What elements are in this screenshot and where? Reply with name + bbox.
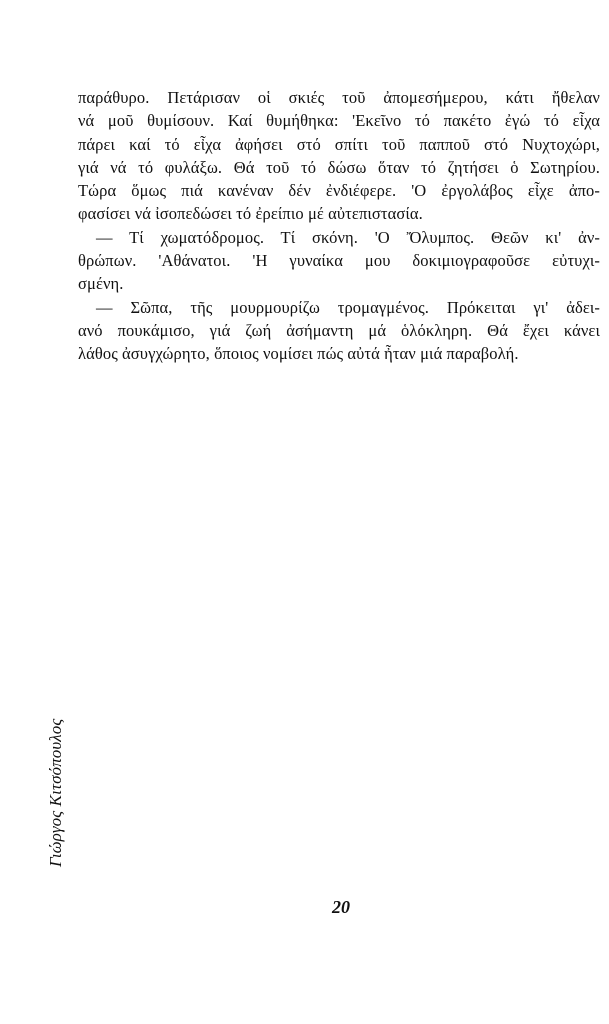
text-line: γιά νά τό φυλάξω. Θά τοῦ τό δώσω ὅταν τό ζητήσει ὁ Σωτηρίου. [78, 157, 600, 177]
text-line: — Σῶπα, τῆς μουρμουρίζω τρομαγμένος. Πρόκειται γι' ἀδει- [96, 297, 600, 317]
text-line: παράθυρο. Πετάρισαν οἱ σκιές τοῦ ἀπομεσήμερου, κάτι ἤθελαν [78, 88, 600, 107]
text-line: Τώρα ὅμως πιά κανέναν δέν ἐνδιέφερε. 'Ο ἐργολάβος εἶχε ἀπο- [78, 181, 600, 201]
paragraph-1 [78, 86, 600, 226]
paragraph-2 [78, 226, 600, 296]
text-line: ανό πουκάμισο, γιά ζωή ἀσήμαντη μά ὁλόκληρη. Θά ἔχει κάνει [78, 320, 600, 340]
text-line: σμένη. [78, 274, 124, 294]
text-line: φασίσει νά ἰσοπεδώσει τό ἐρείπιο μέ αὐτεπιστασία. [78, 204, 423, 224]
text-line: πάρει καί τό εἶχα ἀφήσει στό σπίτι τοῦ παπποῦ στό Νυχτοχώρι, [78, 134, 600, 154]
paragraph-3 [78, 296, 600, 366]
author-name: Γιώργος Κιτσόπουλος [46, 718, 65, 867]
text-line: νά μοῦ θυμίσουν. Καί θυμήθηκα: 'Εκεῖνο τό πακέτο ἐγώ τό εἶχα [78, 111, 600, 131]
body-text [78, 86, 600, 366]
text-line: λάθος ἀσυγχώρητο, ὅποιος νομίσει πώς αὐτά ἦταν μιά παραβολή. [78, 344, 519, 364]
text-line: — Τί χωματόδρομος. Τί σκόνη. 'Ο Ὄλυμπος. Θεῶν κι' ἀν- [96, 227, 600, 247]
page-number: 20 [332, 897, 350, 917]
text-line: θρώπων. 'Αθάνατοι. 'Η γυναίκα μου δοκιμιογραφοῦσε εὐτυχι- [78, 251, 600, 271]
